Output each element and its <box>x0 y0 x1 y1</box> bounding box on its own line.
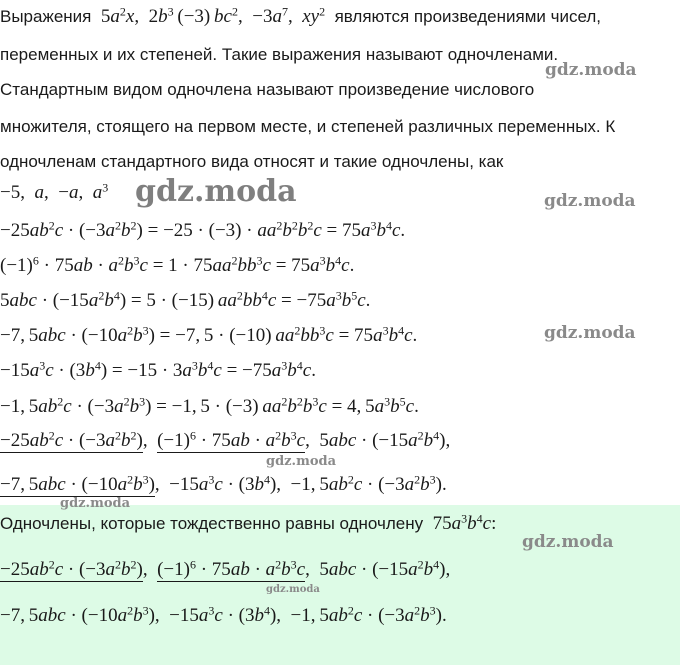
answer-intro-line <box>0 513 496 535</box>
calc-line-5: $-15a^3c \cdot (3b^4) = -15 \cdot 3a^3b^4c = -75a^3b^4c$. <box>0 358 316 381</box>
monomial-examples: $5a^2x$, $2b^3$ (−3) $bc^2$, $-3a^7$, $xy^2$ <box>96 4 326 27</box>
calc-line-6: −1, $5ab^2c \cdot (-3a^2b^3) = -1$, 5 · (−3) $aa^2b^2b^3c = 4$, $5a^3b^5c$. <box>0 394 419 417</box>
watermark-large: gdz.moda <box>135 174 297 209</box>
watermark: gdz.moda <box>544 323 636 343</box>
answer-line-1: $-25ab^2c \cdot (-3a^2b^2)$, $(-1)^6 \cdot 75ab \cdot a^2b^3c$, $5abc \cdot (-15a^2b^4)$, <box>0 557 451 580</box>
summary-line-2: −7, $5abc \cdot (-10a^2b^3)$, $-15a^3c \cdot (3b^4)$, −1, $5ab^2c \cdot (-3a^2b^3)$. <box>0 472 447 495</box>
target-monomial: $75a^3b^4c$: <box>427 511 497 534</box>
watermark: gdz.moda <box>522 532 614 552</box>
answer-line-2: −7, $5abc \cdot (-10a^2b^3)$, $-15a^3c \cdot (3b^4)$, −1, $5ab^2c \cdot (-3a^2b^3)$. <box>0 603 447 626</box>
summary-line-1: $-25ab^2c \cdot (-3a^2b^2)$, $(-1)^6 \cdot 75ab \cdot a^2b^3c$, $5abc \cdot (-15a^2b^4)$, <box>0 428 451 451</box>
watermark: gdz.moda <box>60 496 131 511</box>
calc-line-4: −7, $5abc \cdot (-10a^2b^3) = -7$, 5 · (−10) $aa^2bb^3c = 75a^3b^4c$. <box>0 323 418 346</box>
watermark: gdz.moda <box>266 584 320 595</box>
watermark: gdz.moda <box>545 60 637 80</box>
theory-line-2: переменных и их степеней. Такие выражения называют одночленами. <box>0 45 559 64</box>
theory-line-1 <box>0 6 601 28</box>
theory-line-1-end: являются произведениями чисел, <box>334 7 602 26</box>
theory-line-1-start: Выражения <box>0 7 92 26</box>
theory-line-3: Стандартным видом одночлена называют произведение числового <box>0 80 535 99</box>
answer-intro: Одночлены, которые тождественно равны одночлену <box>0 514 424 533</box>
answer-block <box>0 505 680 665</box>
calc-line-2: $(-1)^6 \cdot 75ab \cdot a^2b^3c = 1 \cdot 75aa^2bb^3c = 75a^3b^4c$. <box>0 253 355 276</box>
calc-line-1: $-25ab^2c \cdot (-3a^2b^2) = -25 \cdot (-3) \cdot aa^2b^2b^2c = 75a^3b^4c$. <box>0 218 406 241</box>
watermark: gdz.moda <box>266 454 337 469</box>
watermark: gdz.moda <box>544 191 636 211</box>
theory-line-4: множителя, стоящего на первом месте, и степеней различных переменных. К <box>0 117 616 136</box>
calc-line-3: $5abc \cdot (-15a^2b^4) = 5 \cdot (-15) aa^2bb^4c = -75a^3b^5c$. <box>0 288 371 311</box>
theory-line-5: одночленам стандартного вида относят и такие одночлены, как <box>0 152 504 171</box>
standard-form-examples: −5, a, −a, $a^3$ <box>0 180 109 203</box>
